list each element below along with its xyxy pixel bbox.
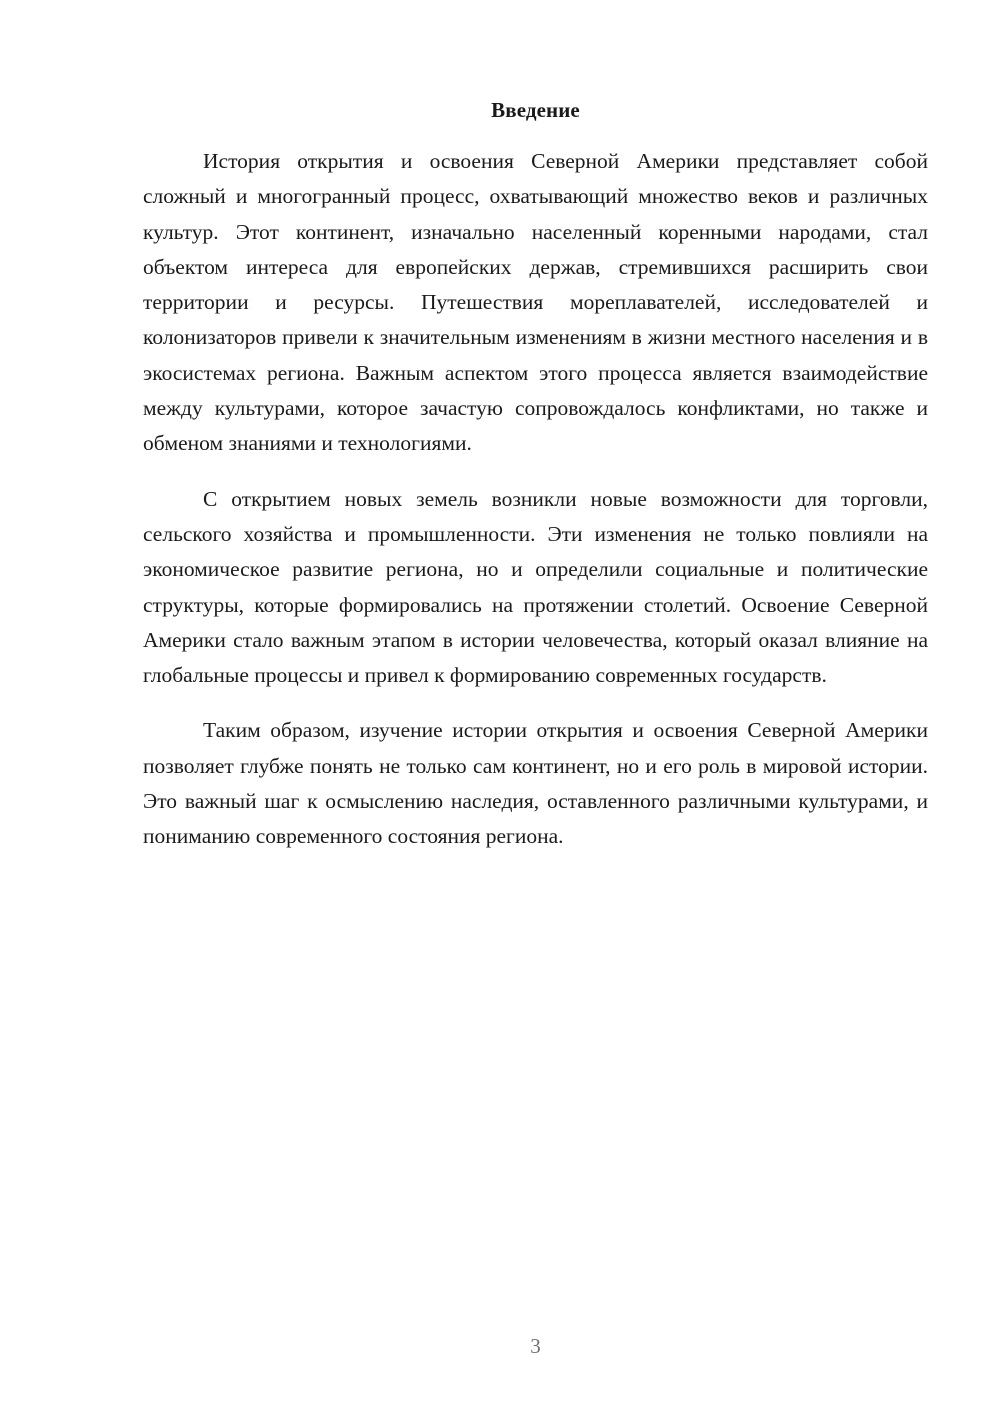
paragraph-2: С открытием новых земель возникли новые возможности для торговли, сельского хозяйства и промышленности. Эти изменения не только повлияли на экономическое развитие региона, но и определили социальные и политические структуры, которые формировались на протяжении столетий. Освоение Северной Америки стало важным этапом в истории человечества, который оказал влияние на глобальные процессы и привел к формированию современных государств. <box>143 486 928 688</box>
page-content <box>143 96 928 875</box>
paragraph-1: История открытия и освоения Северной Америки представляет собой сложный и многогранный процесс, охватывающий множество веков и различных культур. Этот континент, изначально населенный коренными народами, стал объектом интереса для европейских держав, стремившихся расширить свои территории и ресурсы. Путешествия мореплавателей, исследователей и колонизаторов привели к значительным изменениям в жизни местного населения и в экосистемах региона. Важным аспектом этого процесса является взаимодействие между культурами, которое зачастую сопровождалось конфликтами, но также и обменом знаниями и технологиями. <box>143 149 928 456</box>
section-heading: Введение <box>491 98 580 122</box>
paragraph-3: Таким образом, изучение истории открытия и освоения Северной Америки позволяет глубже понять не только сам континент, но и его роль в мировой истории. Это важный шаг к осмыслению наследия, оставленного различными культурами, и пониманию современного состояния региона. <box>143 718 928 849</box>
page-number: 3 <box>530 1334 541 1358</box>
